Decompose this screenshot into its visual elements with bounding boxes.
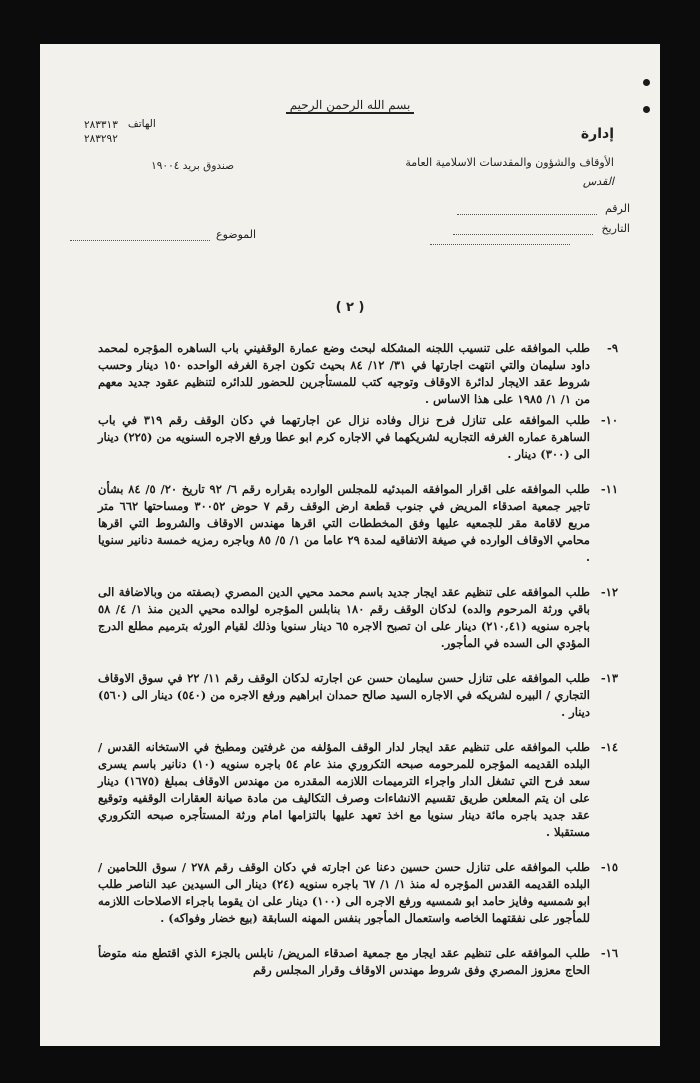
- phone-label: الهاتف: [127, 118, 156, 130]
- item-text: طلب الموافقه على تنازل فرح نزال وفاده نزال عن اجارتهما في دكان الوقف رقم ٣١٩ في باب الساهرة عماره الغرفه التجاريه لشريكهما في الاجاره كرم ابو عطا ورفع الاجره السنويه من (٢٢٥) دينار الى (٣٠٠) دينار .: [98, 413, 590, 461]
- item-text: طلب الموافقه على تنازل حسن حسين دعنا عن اجارته في دكان الوقف رقم ٢٧٨ / سوق اللحامين / البلده القديمه القدس المؤجره له منذ ١/ ١/ ٦٧ باجره سنويه (٢٤) دينار الى السيدين عبد الناصر طلب ابو شمسيه وفايز حامد ابو شمسيه ورفع الاجره الى (١٠٠) دينار على ان يقوما باجراء الاصلاحات اللازمه للمأجور على نفقتهما الخاصه واستعمال المأجور بنفس المهنه السابقة (بيع خضار وفواكه) .: [98, 860, 590, 925]
- item-text: طلب الموافقه على تنازل حسن سليمان حسن عن اجارته لدكان الوقف رقم ١١/ ٢٢ في سوق الاوقاف التجاري / البيره لشريكه في الاجاره السيد صالح حمدان ابراهيم ورفع الاجره من (٥٤٠) دينار الى (٥٦٠) دينار .: [98, 671, 590, 719]
- date-blank: [453, 222, 593, 235]
- reference-label: الرقم: [604, 202, 630, 215]
- basmala-heading: [40, 98, 660, 112]
- agenda-item: [98, 670, 618, 721]
- subject-blank: [70, 228, 210, 241]
- agenda-item: [98, 945, 618, 979]
- spacer: [98, 845, 618, 859]
- spacer: [98, 467, 618, 481]
- page-number: ( ٢ ): [335, 300, 365, 315]
- phone-number-1: ٢٨٣٣١٣: [84, 119, 118, 131]
- item-number: ١٦-: [600, 946, 618, 960]
- item-number: ١٥-: [600, 860, 618, 874]
- spacer: [98, 725, 618, 739]
- item-text: طلب الموافقه على تنسيب اللجنه المشكله لبحث وضع عمارة الوقفيني باب الساهره المؤجره لمحمد داود سليمان والتي انتهت اجارتها في ٣١/ ١٢/ ٨٤ بحيث تكون اجرة الغرفه الواحده ١٥٠ دينار وحسب شروط عقد الايجار لدائرة الاوقاف وتوجيه كتب للمستأجرين للحضور للدائره لتنظيم عقود جديد معهم من ١/ ١/ ١٩٨٥ على هذا الاساس .: [98, 341, 590, 406]
- department-name: الأوقاف والشؤون والمقدسات الاسلامية العامة: [405, 156, 614, 169]
- basmala-text: بسم الله الرحمن الرحيم: [286, 98, 415, 114]
- item-text: طلب الموافقه على تنظيم عقد ايجار لدار الوقف المؤلفه من غرفتين ومطبخ في الاستخانه القدس / البلده القديمه المؤجره للمرحومه صبحه التكروري منذ عام ٥٤ باجره سنويه (١٠) دنانير باسم يسرى سعد فرح التي تشغل الدار واجراء الترميمات اللازمه المقدره من مهندس الاوقاف بمبلغ (١٦٧٥) دينار على ان يتم المعلعن طريق تقسيم الانشاءات وصرف التكاليف من مادة صيانة العقارات الوقفيه وتوقيع عقد جديد باجره مائة دينار سنويا مع اخذ تعهد عليها بالتزامها امام ورثة المستأجره صبحه التكروري مستقبلا .: [98, 740, 591, 839]
- po-box: صندوق بريد ١٩٠٠٤: [151, 160, 234, 172]
- item-number: ١٤-: [600, 740, 618, 754]
- item-number: ١٣-: [600, 671, 618, 685]
- city-name: القدس: [582, 175, 614, 188]
- item-number: ١٢-: [600, 585, 618, 599]
- date-extra-blank: [430, 244, 570, 245]
- spacer: [98, 931, 618, 945]
- agenda-items: [98, 340, 618, 983]
- subject-label: الموضوع: [216, 228, 257, 241]
- phone-number-2: ٢٨٣٢٩٢: [84, 133, 118, 145]
- item-text: طلب الموافقه على اقرار الموافقه المبدئيه للمجلس الوارده بقراره رقم ٦/ ٩٢ تاريخ ٢٠/ ٥/ ٨٤ بشأن تاجير جمعية اصدقاء المريض في جنوب قطعة ارض الوقف رقم ٧ حوض ٣٠٠٥٢ ومساحتها ٦٦٢ متر مربع لاقامة مقر للجمعيه عليها وفق المخططات التي اقرها مهندس الاوقاف والشروط التي اقرها محامي الاوقاف الوارده في صيغة الاتفاقيه لمدة ٢٩ عاما من ١/ ٥/ ٨٥ وباجره رمزيه خمسة دنانير سنويا .: [98, 482, 590, 564]
- phone-numbers: [84, 118, 118, 146]
- item-number: ١١-: [600, 482, 618, 496]
- agenda-item: [98, 481, 618, 566]
- date-row: [453, 222, 630, 235]
- item-number: ٩-: [607, 341, 618, 355]
- agenda-item: [98, 584, 618, 652]
- agenda-item: [98, 412, 618, 463]
- spacer: [98, 656, 618, 670]
- reference-blank: [457, 202, 597, 215]
- item-number: ١٠-: [600, 413, 618, 427]
- spacer: [98, 570, 618, 584]
- item-text: طلب الموافقه على تنظيم عقد ايجار مع جمعية اصدقاء المريض/ نابلس بالجزء الذي اقتطع منه متوضأ الحاج معزوز المصري وفق شروط مهندس الاوقاف وقرار المجلس رقم: [98, 946, 590, 977]
- date-label: التاريخ: [601, 222, 630, 235]
- reference-row: [457, 202, 630, 215]
- administration-label: إدارة: [580, 126, 614, 142]
- phone-row: [84, 118, 234, 146]
- agenda-item: [98, 739, 618, 841]
- letter-page: [40, 44, 660, 1046]
- agenda-item: [98, 340, 618, 408]
- letterhead-left: [84, 118, 234, 172]
- subject-row: [70, 228, 256, 241]
- agenda-item: [98, 859, 618, 927]
- letterhead-right: [405, 126, 614, 188]
- punch-hole-top: [643, 79, 650, 86]
- item-text: طلب الموافقه على تنظيم عقد ايجار جديد باسم محمد محيي الدين المصري (بصفته من وبالاضافة الى باقي ورثة المرحوم والده) لدكان الوقف رقم ١٨٠ بنابلس المؤجره لوالده محيي الدين منذ ١/ ٤/ ٥٨ باجره سنويه (٢١٠,٤١) دينار على ان تصبح الاجره ٦٥ دينار سنويا وذلك لقيام الورثه بترميم مطلع الدرج المؤدي الى السده في المأجور.: [98, 585, 591, 650]
